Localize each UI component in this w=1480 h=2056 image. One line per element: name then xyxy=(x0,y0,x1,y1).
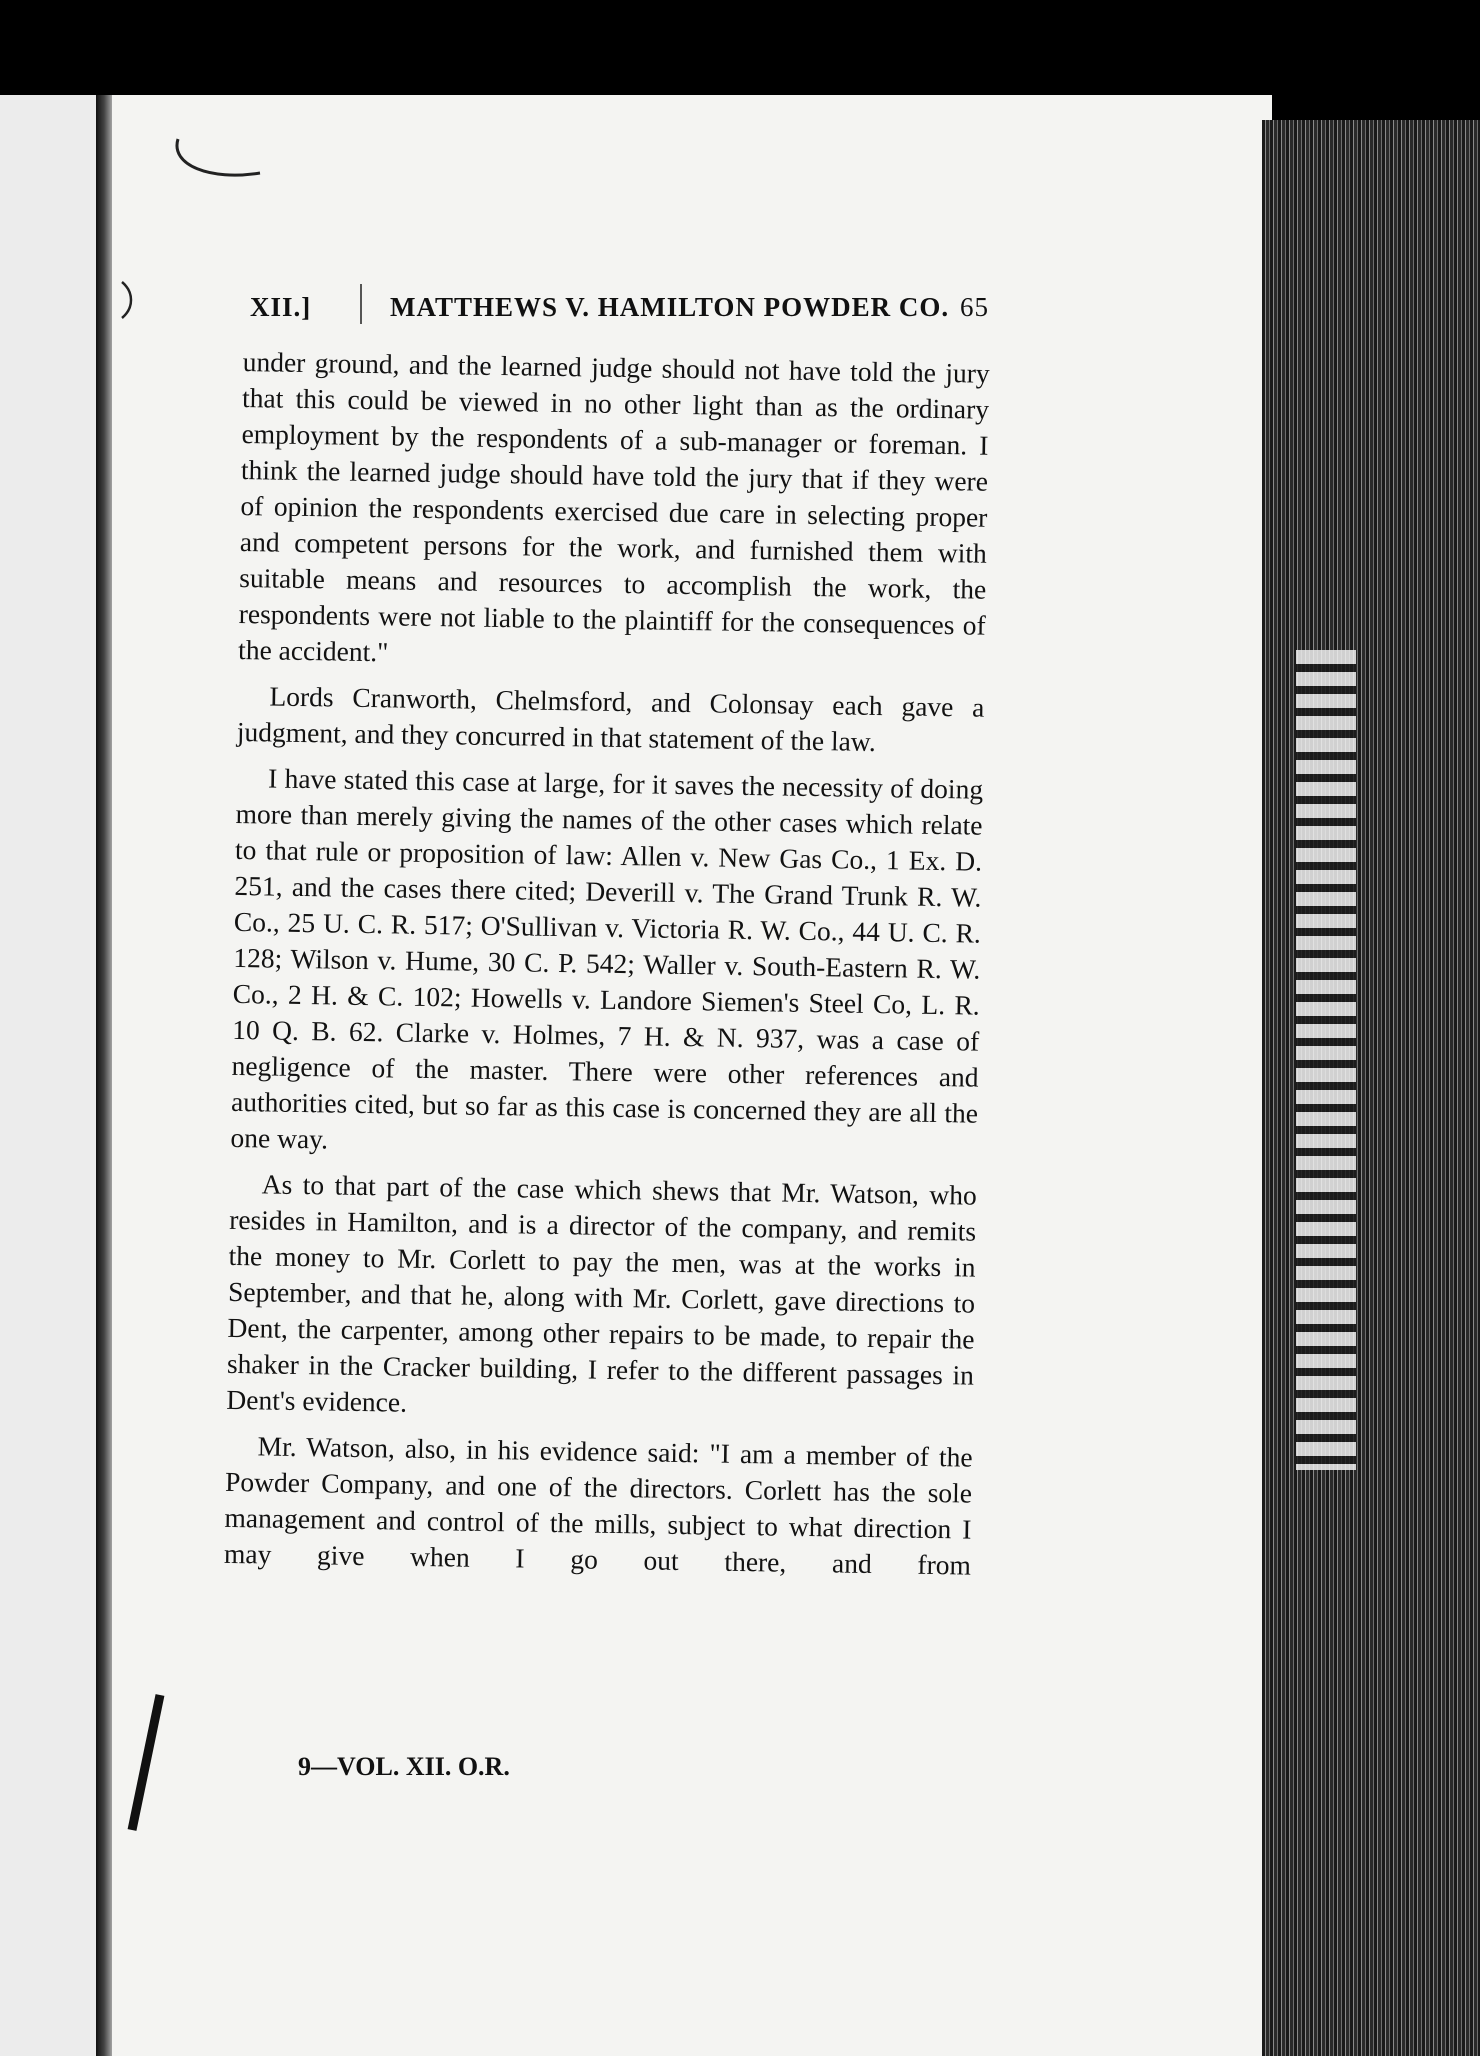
body-text xyxy=(224,344,990,1594)
margin-bracket-mark xyxy=(118,280,138,320)
running-head xyxy=(250,292,1010,338)
page-number: 65 xyxy=(960,292,989,322)
paragraph: I have stated this case at large, for it saves the necessity of doing more than merely giving the names of the other cases which relate to that rule or proposition of law: Allen v. New Gas Co., 1 Ex. D. 251, and the cases there cited; Deverill v. The Grand Trunk R. W. Co., 25 U. C. R. 517; O'Sullivan v. Victoria R. W. Co., 44 U. C. R. 128; Wilson v. Hume, 30 C. P. 542; Waller v. South-Eastern R. W. Co., 2 H. & C. 102; Howells v. Landore Siemen's Steel Co, L. R. 10 Q. B. 62. Clarke v. Holmes, 7 H. & N. 937, was a case of negligence of the master. There were other references and authorities cited, but so far as this case is concerned they are all the one way. xyxy=(230,762,984,1155)
header-rule xyxy=(360,284,362,324)
previous-page-edge xyxy=(0,95,100,2056)
edge-stamp-mark xyxy=(1296,650,1356,1470)
page-stack-edge xyxy=(1262,120,1480,2056)
section-marker: XII.] xyxy=(250,292,312,322)
paragraph: Lords Cranworth, Chelmsford, and Colonsay each gave a judgment, and they concurred in that statement of the law. xyxy=(236,680,985,757)
paragraph: Mr. Watson, also, in his evidence said: "I am a member of the Powder Company, and one of the directors. Corlett has the sole management and control of the mills, subject to what direction I may give when I go out there, and from xyxy=(223,1430,973,1581)
paragraph: As to that part of the case which shews that Mr. Watson, who resides in Hamilton, and is a director of the company, and remits the money to Mr. Corlett to pay the men, was at the works in September, and that he, along with Mr. Corlett, gave directions to Dent, the carpenter, among other repairs to be made, to repair the shaker in the Cracker building, I refer to the different passages in Dent's evidence. xyxy=(226,1168,977,1418)
paragraph: under ground, and the learned judge should not have told the jury that this could be viewed in no other light than as the ordinary employment by the respondents of a sub-manager or foreman. I think the learned judge should have told the jury that if they were of opinion the respondents exercised due care in selecting proper and competent persons for the work, and furnished them with suitable means and resources to accomplish the work, the respondents were not liable to the plaintiff for the consequences of the accident." xyxy=(237,345,990,668)
pencil-stroke-mark xyxy=(120,1690,180,1840)
signature-mark: 9—VOL. XII. O.R. xyxy=(298,1752,510,1781)
pencil-curl-mark xyxy=(170,135,265,185)
case-title: MATTHEWS V. HAMILTON POWDER CO. xyxy=(390,292,950,322)
